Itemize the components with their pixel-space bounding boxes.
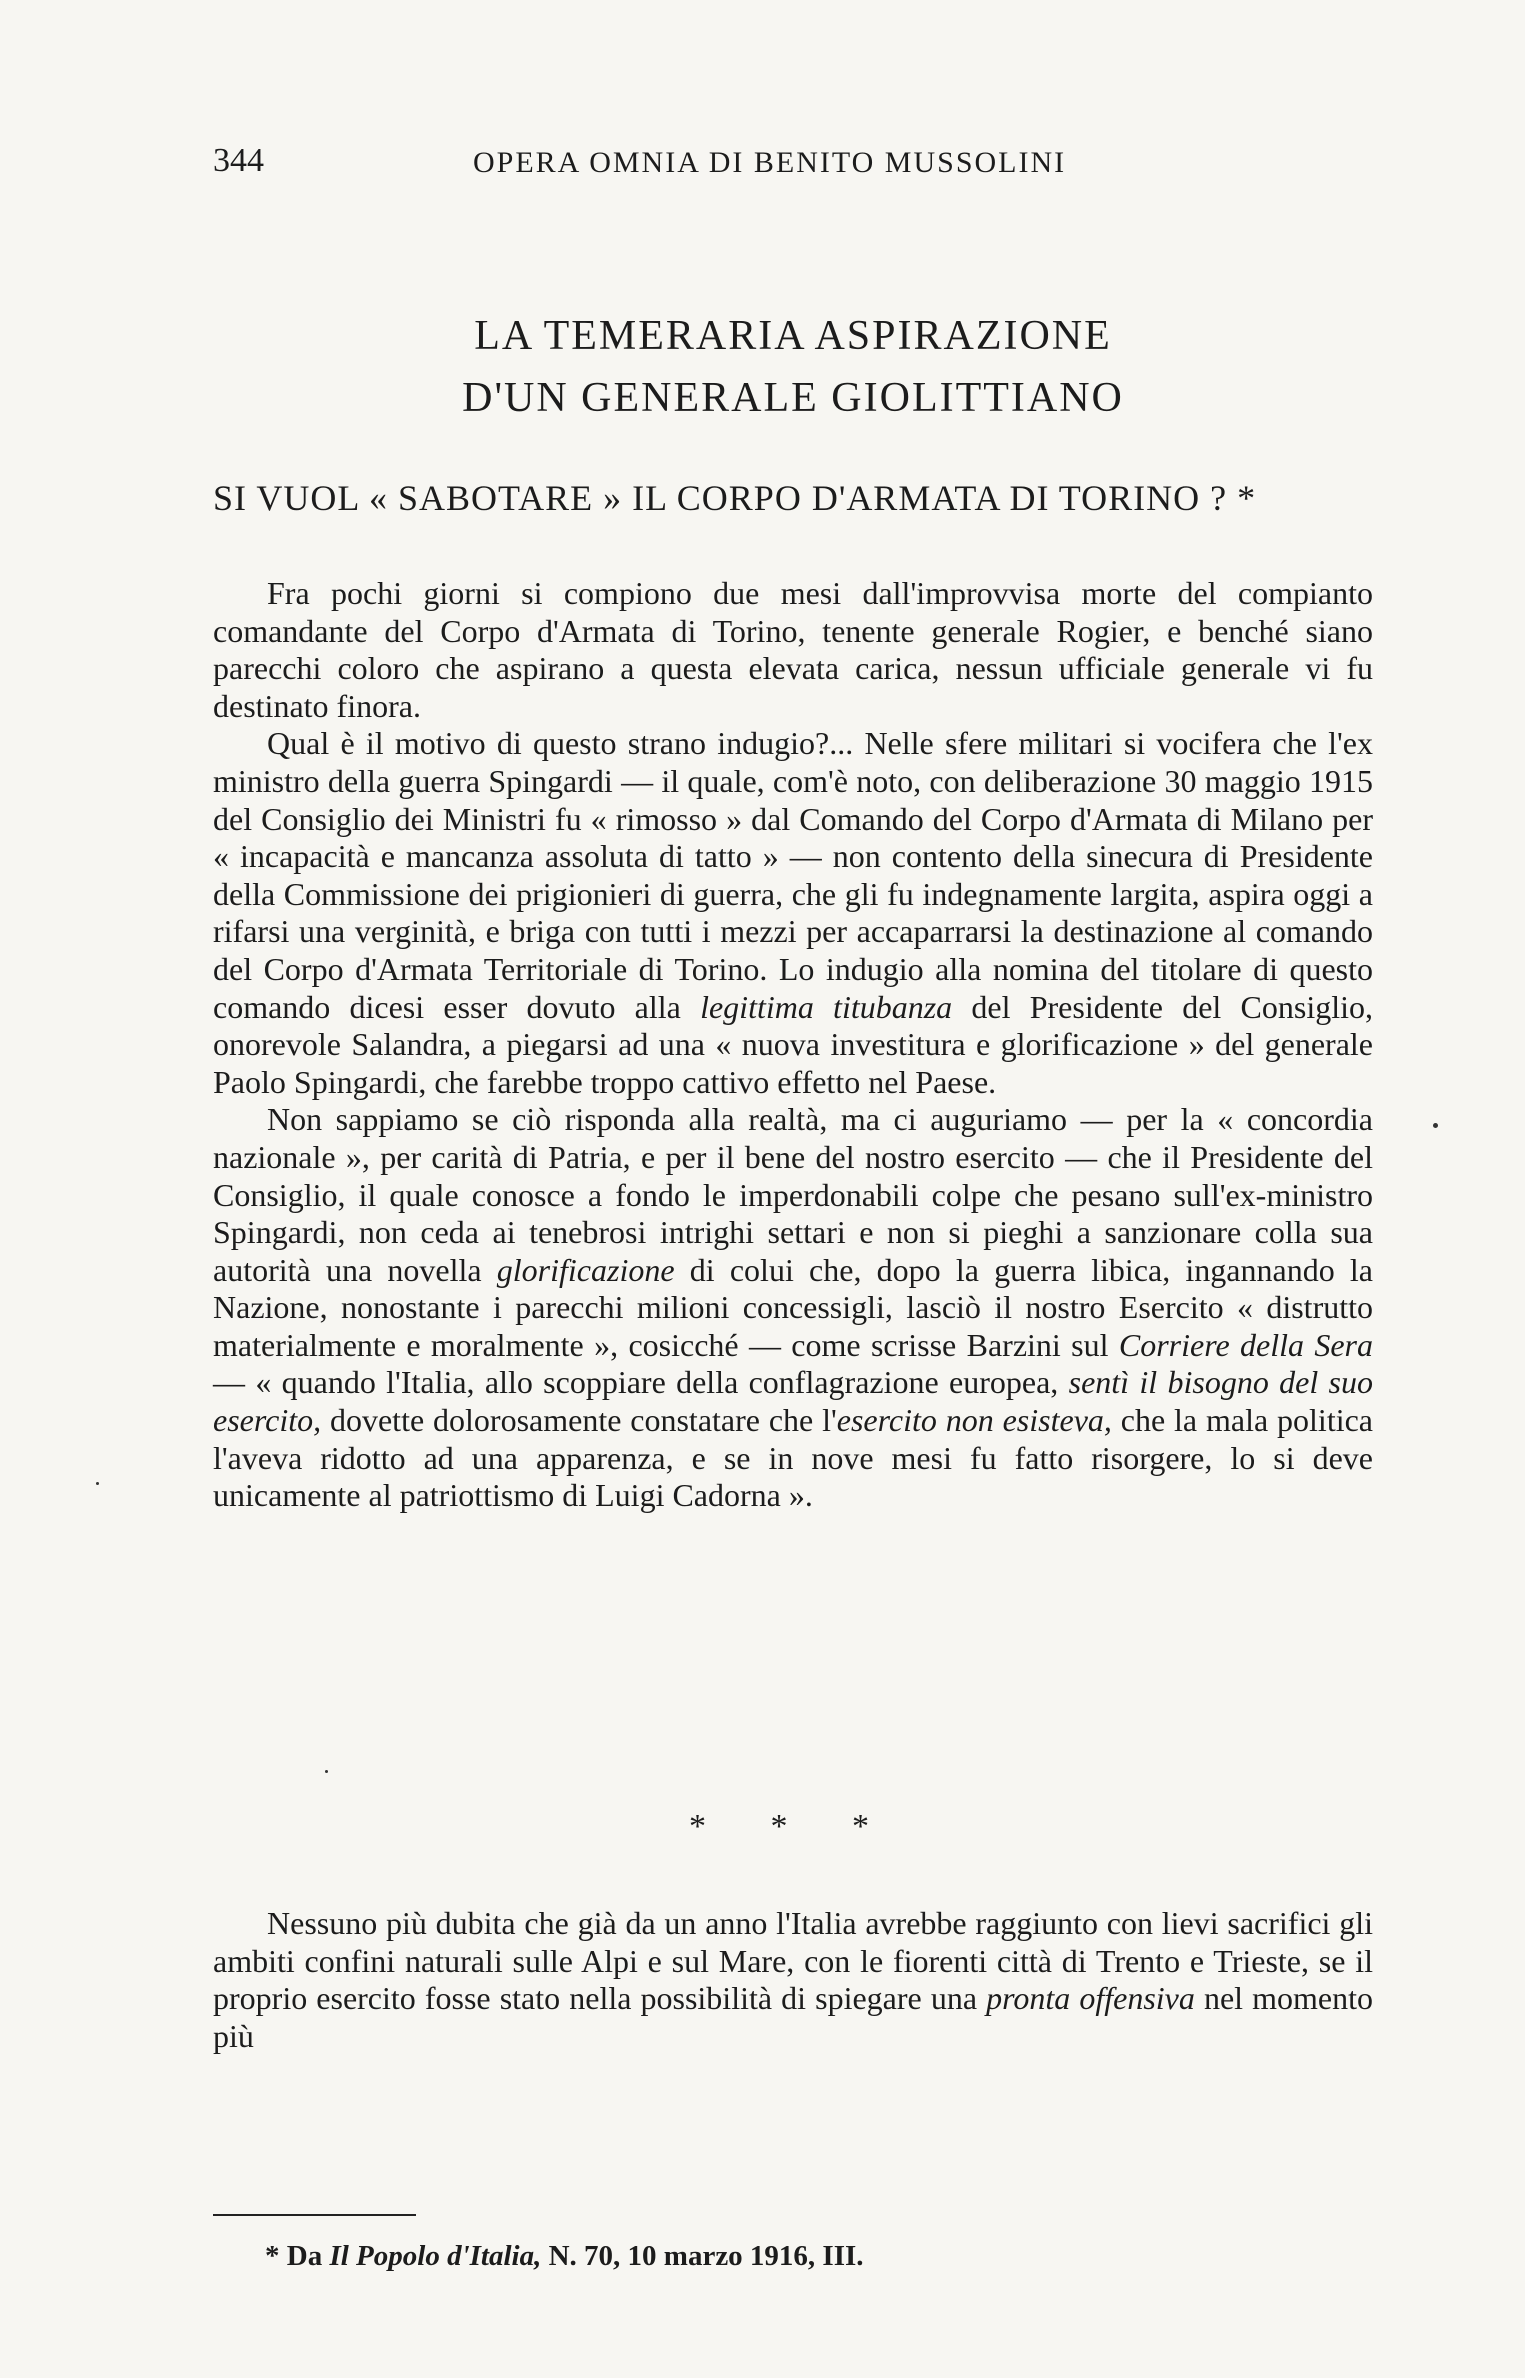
paragraph-3-italic-4: esercito non esisteva, bbox=[836, 1402, 1112, 1439]
paragraph-3-italic-1: glorificazione bbox=[496, 1251, 675, 1288]
paragraph-4 bbox=[213, 1905, 1373, 2055]
footnote-divider bbox=[213, 2214, 416, 2216]
header-title: OPERA OMNIA DI BENITO MUSSOLINI bbox=[473, 146, 1067, 179]
article-body-continued bbox=[213, 1905, 1373, 2055]
footnote-prefix: * Da bbox=[265, 2240, 330, 2272]
paragraph-4-italic-1: pronta offensiva bbox=[986, 1980, 1195, 2017]
article-subtitle: SI VUOL « SABOTARE » IL CORPO D'ARMATA DI TORINO ? * bbox=[213, 478, 1257, 518]
paragraph-3-text-c: — « quando l'Italia, allo scoppiare della conflagrazione europea, bbox=[213, 1364, 1069, 1401]
paragraph-4-text-a: Nessuno più dubita che già da un anno l'Italia avrebbe raggiunto con lievi sacrifici gli ambiti confini naturali sulle Alpi e sul Mare, con le fiorenti città di Trento e Trieste, se il proprio esercito fosse stato nella possibilità di spiegare una bbox=[213, 1905, 1373, 2017]
footnote bbox=[265, 2240, 1365, 2273]
print-speck bbox=[1433, 1123, 1438, 1128]
paragraph-3-text-d: dovette dolorosamente constatare che l' bbox=[321, 1402, 837, 1439]
paragraph-3-text-a: Non sappiamo se ciò risponda alla realtà, ma ci auguriamo — per la « concordia nazionale », per carità di Patria, e per il bene del nostro esercito — che il Presidente del Consiglio, il quale conosce a fondo le imperdonabili colpe che pesano sull'ex-ministro Spingardi, non ceda ai tenebrosi intrighi settari e non si pieghi a sanzionare colla sua autorità una novella bbox=[213, 1101, 1373, 1288]
paragraph-3-italic-2: Corriere della Sera bbox=[1118, 1326, 1374, 1363]
section-separator: * * * bbox=[689, 1808, 897, 1845]
paragraph-3-text-e: che la mala politica l'aveva ridotto ad una apparenza, e se in nove mesi fu fatto risorgere, lo si deve unicamente al patriottismo di Luigi Cadorna ». bbox=[213, 1402, 1374, 1514]
print-speck bbox=[96, 1482, 99, 1485]
paragraph-3-italic-3: sentì il bisogno del suo esercito, bbox=[213, 1364, 1374, 1439]
paragraph-4-text-b: nel momento più bbox=[213, 1980, 1374, 2054]
title-line-2: D'UN GENERALE GIOLITTIANO bbox=[462, 375, 1124, 421]
paragraph-3-text-b: di colui che, dopo la guerra libica, ingannando la Nazione, nonostante i parecchi milioni concessigli, lasciò il nostro Esercito « distrutto materialmente e moralmente », cosicché — come scrisse Barzini sul bbox=[213, 1251, 1374, 1363]
paragraph-2-text-a: Qual è il motivo di questo strano indugio?... Nelle sfere militari si vocifera che l'ex ministro della guerra Spingardi — il quale, com'è noto, con deliberazione 30 maggio 1915 del Consiglio dei Ministri fu « rimosso » dal Comando del Corpo d'Armata di Milano per « incapacità e mancanza assoluta di tatto » — non contento della sinecura di Presidente della Commissione dei prigionieri di guerra, che gli fu indegnamente largita, aspira oggi a rifarsi una verginità, e briga con tutti i mezzi per accaparrarsi la destinazione al comando del Corpo d'Armata Territoriale di Torino. Lo indugio alla nomina del titolare di questo comando dicesi esser dovuto alla bbox=[213, 725, 1373, 1025]
paragraph-2 bbox=[213, 725, 1373, 1101]
page-number: 344 bbox=[213, 142, 264, 179]
article-title bbox=[213, 305, 1373, 429]
title-line-1: LA TEMERARIA ASPIRAZIONE bbox=[474, 313, 1112, 359]
print-speck bbox=[325, 1770, 328, 1773]
paragraph-3 bbox=[213, 1101, 1373, 1515]
paragraph-2-italic-1: legittima titubanza bbox=[700, 988, 953, 1025]
paragraph-2-text-b: del Presidente del Consiglio, onorevole Salandra, a piegarsi ad una « nuova investitura e glorificazione » del generale Paolo Spingardi, che farebbe troppo cattivo effetto nel Paese. bbox=[213, 988, 1374, 1100]
paragraph-1: Fra pochi giorni si compiono due mesi dall'improvvisa morte del compianto comandante del Corpo d'Armata di Torino, tenente generale Rogier, e benché siano parecchi coloro che aspirano a questa elevata carica, nessun ufficiale generale vi fu destinato finora. bbox=[213, 575, 1373, 724]
article-body bbox=[213, 575, 1373, 1515]
footnote-source: Il Popolo d'Italia, bbox=[329, 2240, 542, 2272]
footnote-rest: N. 70, 10 marzo 1916, III. bbox=[541, 2240, 864, 2272]
